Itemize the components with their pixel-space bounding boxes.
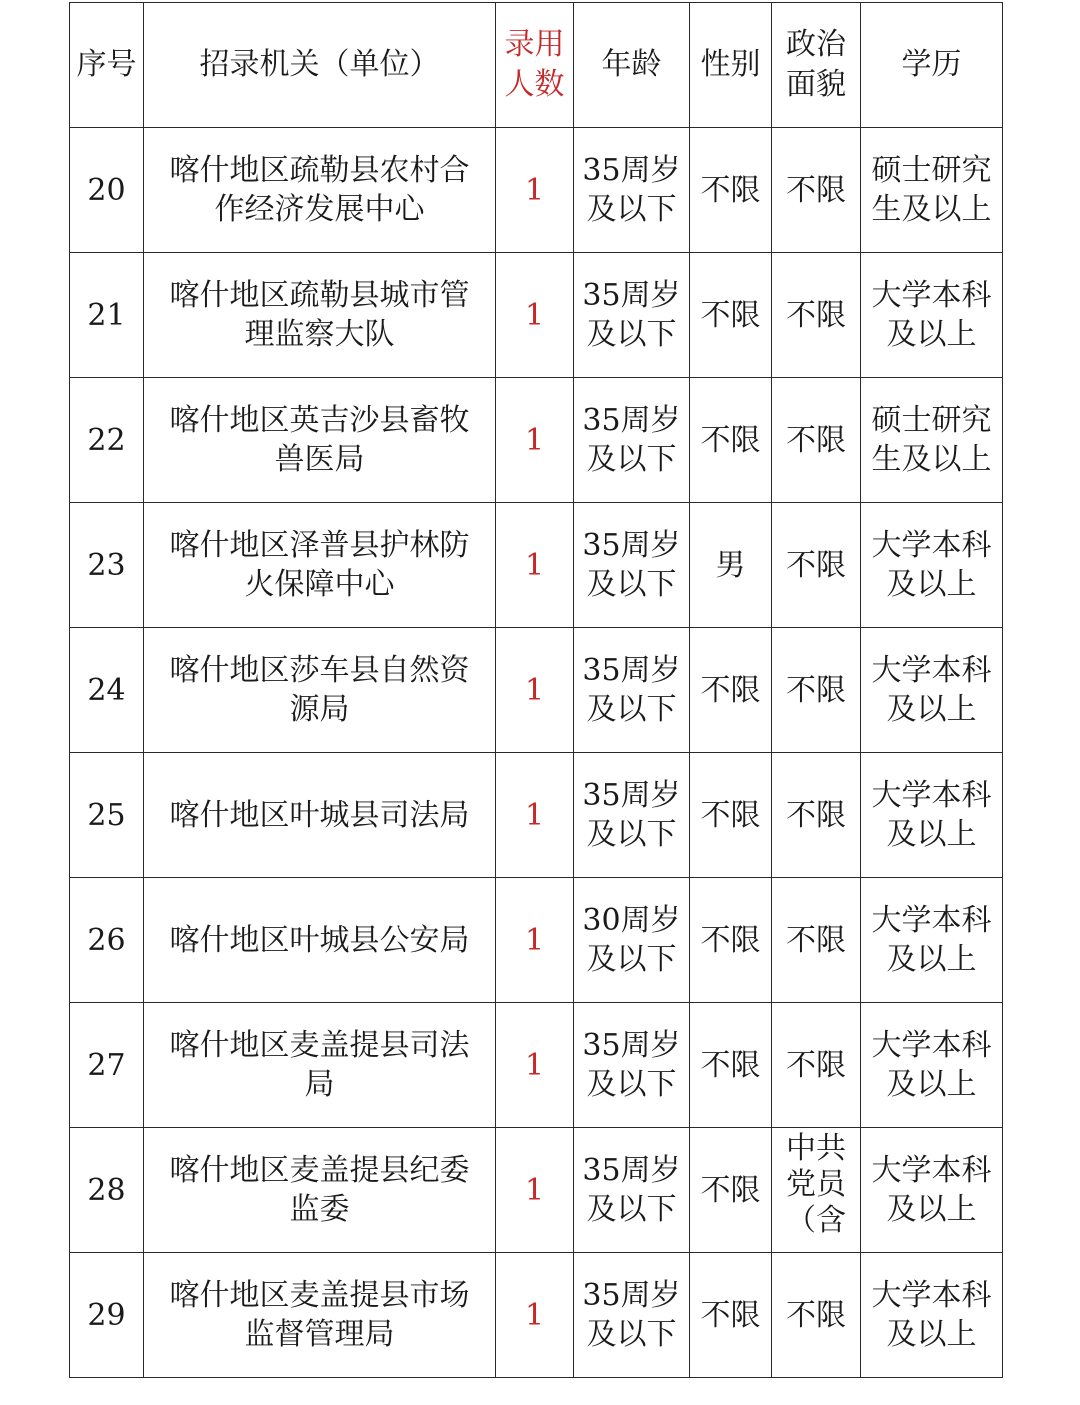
cell-edu-line1: 硕士研究 <box>871 153 992 188</box>
cell-edu-line2: 生及以上 <box>871 442 992 477</box>
col-header-num-line1: 录用 <box>504 27 565 62</box>
cell-gender: 不限 <box>690 753 772 878</box>
cell-age-line1: 35周岁 <box>582 653 681 688</box>
cell-age <box>574 1253 690 1378</box>
cell-edu-line2: 及以上 <box>886 317 977 352</box>
cell-org-line2: 作经济发展中心 <box>214 192 425 227</box>
cell-party-text: 中共党员（含 <box>786 1131 846 1238</box>
cell-org <box>144 1253 496 1378</box>
cell-num: 1 <box>496 628 574 753</box>
table-row <box>70 253 1003 378</box>
cell-age <box>574 128 690 253</box>
cell-edu-line1: 大学本科 <box>871 1153 992 1188</box>
col-header-org: 招录机关（单位） <box>144 3 496 128</box>
cell-age-line2: 及以下 <box>586 1192 677 1227</box>
cell-num: 1 <box>496 503 574 628</box>
recruitment-table <box>69 2 1003 1378</box>
cell-age-line1: 35周岁 <box>582 153 681 188</box>
cell-age-line2: 及以下 <box>586 317 677 352</box>
cell-org <box>144 878 496 1003</box>
cell-edu <box>861 1253 1003 1378</box>
cell-org-line2: 监委 <box>289 1192 350 1227</box>
cell-edu-line2: 及以上 <box>886 1317 977 1352</box>
table-row <box>70 128 1003 253</box>
table-row <box>70 753 1003 878</box>
cell-org-line1: 喀什地区叶城县公安局 <box>169 922 470 958</box>
cell-num: 1 <box>496 753 574 878</box>
cell-edu-line1: 大学本科 <box>871 1278 992 1313</box>
cell-age-line2: 及以下 <box>586 442 677 477</box>
cell-party: 不限 <box>772 1253 861 1378</box>
cell-gender: 不限 <box>690 253 772 378</box>
cell-age <box>574 1003 690 1128</box>
cell-edu-line2: 及以上 <box>886 1067 977 1102</box>
cell-num: 1 <box>496 128 574 253</box>
cell-seq: 27 <box>70 1003 144 1128</box>
cell-age-line1: 35周岁 <box>582 1028 681 1063</box>
cell-age-line1: 35周岁 <box>582 528 681 563</box>
col-header-party-line2: 面貌 <box>786 67 846 102</box>
col-header-gender: 性别 <box>690 3 772 128</box>
cell-org-line1: 喀什地区莎车县自然资 <box>169 653 470 688</box>
cell-seq: 23 <box>70 503 144 628</box>
cell-edu <box>861 378 1003 503</box>
cell-age <box>574 253 690 378</box>
cell-org-line2: 火保障中心 <box>244 567 395 602</box>
cell-org <box>144 128 496 253</box>
cell-age-line2: 及以下 <box>586 692 677 727</box>
cell-org-line2: 局 <box>304 1067 335 1102</box>
cell-org-line1: 喀什地区麦盖提县纪委 <box>169 1153 470 1188</box>
cell-gender: 不限 <box>690 1253 772 1378</box>
cell-party: 不限 <box>772 1003 861 1128</box>
cell-edu-line2: 及以上 <box>886 567 977 602</box>
cell-age <box>574 503 690 628</box>
cell-party: 不限 <box>772 128 861 253</box>
cell-org-line1: 喀什地区疏勒县农村合 <box>169 153 470 188</box>
cell-org-line1: 喀什地区叶城县司法局 <box>169 797 470 833</box>
cell-age <box>574 753 690 878</box>
cell-edu <box>861 878 1003 1003</box>
col-header-num-line2: 人数 <box>504 67 565 102</box>
cell-org-line2: 兽医局 <box>274 442 365 477</box>
cell-party: 不限 <box>772 253 861 378</box>
cell-age-line2: 及以下 <box>586 1067 677 1102</box>
cell-age-line2: 及以下 <box>586 192 677 227</box>
cell-party: 不限 <box>772 503 861 628</box>
cell-edu <box>861 1003 1003 1128</box>
cell-edu-line1: 大学本科 <box>871 653 992 688</box>
cell-edu-line2: 及以上 <box>886 1192 977 1227</box>
cell-num: 1 <box>496 1003 574 1128</box>
cell-gender: 男 <box>690 503 772 628</box>
cell-org-line2: 理监察大队 <box>244 317 395 352</box>
cell-party: 不限 <box>772 753 861 878</box>
cell-num: 1 <box>496 378 574 503</box>
cell-edu-line1: 大学本科 <box>871 1028 992 1063</box>
cell-org <box>144 753 496 878</box>
cell-edu-line1: 大学本科 <box>871 278 992 313</box>
cell-edu <box>861 628 1003 753</box>
cell-age-line2: 及以下 <box>586 817 677 852</box>
table-row <box>70 1253 1003 1378</box>
cell-age-line2: 及以下 <box>586 567 677 602</box>
cell-seq: 25 <box>70 753 144 878</box>
cell-org <box>144 1128 496 1253</box>
cell-num: 1 <box>496 253 574 378</box>
col-header-seq: 序号 <box>70 3 144 128</box>
cell-party: 不限 <box>772 628 861 753</box>
cell-gender: 不限 <box>690 1128 772 1253</box>
table-row <box>70 1003 1003 1128</box>
col-header-num <box>496 3 574 128</box>
cell-org-line1: 喀什地区泽普县护林防 <box>169 528 470 563</box>
cell-num: 1 <box>496 878 574 1003</box>
cell-edu-line1: 大学本科 <box>871 528 992 563</box>
cell-age-line1: 35周岁 <box>582 778 681 813</box>
col-header-party <box>772 3 861 128</box>
cell-gender: 不限 <box>690 128 772 253</box>
cell-edu <box>861 503 1003 628</box>
cell-seq: 24 <box>70 628 144 753</box>
cell-seq: 29 <box>70 1253 144 1378</box>
cell-seq: 28 <box>70 1128 144 1253</box>
cell-age-line1: 35周岁 <box>582 278 681 313</box>
cell-edu-line1: 大学本科 <box>871 903 992 938</box>
cell-edu-line2: 及以上 <box>886 817 977 852</box>
cell-age <box>574 378 690 503</box>
cell-edu-line2: 及以上 <box>886 942 977 977</box>
cell-org-line1: 喀什地区疏勒县城市管 <box>169 278 470 313</box>
cell-edu <box>861 753 1003 878</box>
col-header-age: 年龄 <box>574 3 690 128</box>
cell-party: 不限 <box>772 878 861 1003</box>
cell-org-line2: 源局 <box>289 692 350 727</box>
cell-age-line1: 30周岁 <box>582 903 681 938</box>
cell-edu <box>861 128 1003 253</box>
cell-gender: 不限 <box>690 628 772 753</box>
cell-age-line1: 35周岁 <box>582 1278 681 1313</box>
cell-seq: 26 <box>70 878 144 1003</box>
cell-edu-line1: 大学本科 <box>871 778 992 813</box>
header-row <box>70 3 1003 128</box>
cell-edu-line2: 及以上 <box>886 692 977 727</box>
cell-age-line2: 及以下 <box>586 942 677 977</box>
cell-org <box>144 503 496 628</box>
cell-age-line2: 及以下 <box>586 1317 677 1352</box>
cell-org-line2: 监督管理局 <box>244 1317 395 1352</box>
cell-org-line1: 喀什地区麦盖提县市场 <box>169 1278 470 1313</box>
cell-org <box>144 1003 496 1128</box>
cell-org <box>144 628 496 753</box>
table-row <box>70 878 1003 1003</box>
col-header-party-line1: 政治 <box>786 27 846 62</box>
col-header-edu: 学历 <box>861 3 1003 128</box>
cell-age <box>574 1128 690 1253</box>
cell-edu-line2: 生及以上 <box>871 192 992 227</box>
cell-seq: 20 <box>70 128 144 253</box>
cell-gender: 不限 <box>690 378 772 503</box>
cell-num: 1 <box>496 1253 574 1378</box>
cell-age <box>574 628 690 753</box>
cell-seq: 21 <box>70 253 144 378</box>
cell-party <box>772 1128 861 1253</box>
cell-age <box>574 878 690 1003</box>
cell-gender: 不限 <box>690 1003 772 1128</box>
cell-org <box>144 253 496 378</box>
table-row <box>70 378 1003 503</box>
cell-edu <box>861 1128 1003 1253</box>
cell-edu-line1: 硕士研究 <box>871 403 992 438</box>
table-row <box>70 1128 1003 1253</box>
table-row <box>70 503 1003 628</box>
cell-party: 不限 <box>772 378 861 503</box>
cell-gender: 不限 <box>690 878 772 1003</box>
cell-age-line1: 35周岁 <box>582 403 681 438</box>
cell-org-line1: 喀什地区麦盖提县司法 <box>169 1028 470 1063</box>
cell-num: 1 <box>496 1128 574 1253</box>
cell-edu <box>861 253 1003 378</box>
cell-org-line1: 喀什地区英吉沙县畜牧 <box>169 403 470 438</box>
cell-org <box>144 378 496 503</box>
table-row <box>70 628 1003 753</box>
cell-age-line1: 35周岁 <box>582 1153 681 1188</box>
cell-seq: 22 <box>70 378 144 503</box>
